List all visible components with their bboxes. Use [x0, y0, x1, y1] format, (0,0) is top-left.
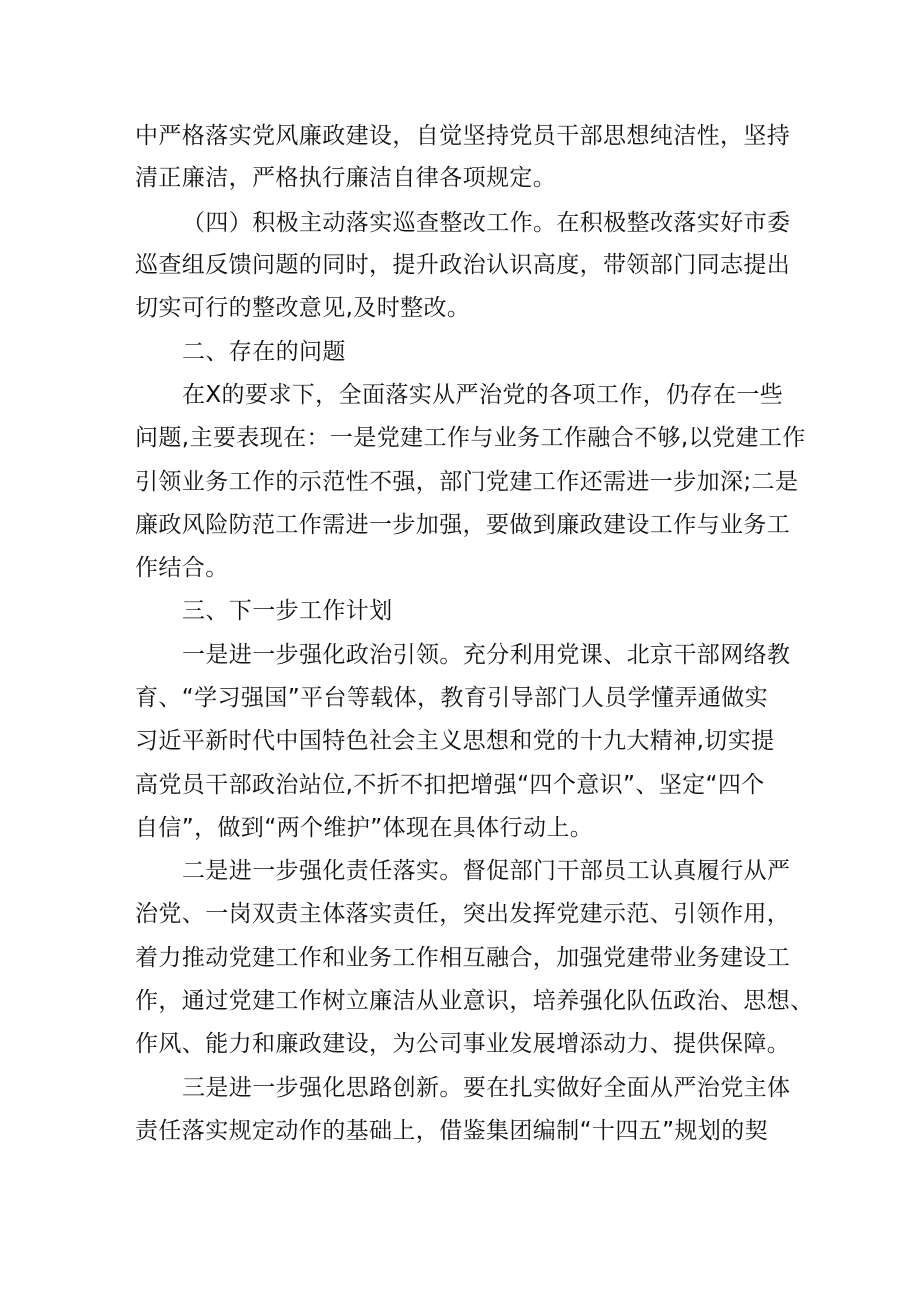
- text-line: 中严格落实党风廉政建设，自觉坚持党员干部思想纯洁性，坚持: [135, 123, 791, 149]
- text-line: 治党、一岗双责主体落实责任，突出发挥党建示范、引领作用，: [135, 901, 791, 927]
- text-line: 高党员干部政治站位,不折不扣把增强“四个意识”、坚定“四个: [135, 772, 765, 798]
- section-heading: 三、下一步工作计划: [182, 598, 393, 624]
- text-line: 作，通过党建工作树立廉洁从业意识，培养强化队伍政治、思想、: [135, 988, 814, 1014]
- text-line: 习近平新时代中国特色社会主义思想和党的十九大精神,切实提: [135, 728, 775, 754]
- text-line: 廉政风险防范工作需进一步加强，要做到廉政建设工作与业务工: [135, 512, 791, 538]
- text-line: 问题,主要表现在：一是党建工作与业务工作融合不够,以党建工作: [135, 425, 806, 451]
- text-line: 清正廉洁，严格执行廉洁自律各项规定。: [135, 165, 557, 191]
- text-line: 育、“学习强国”平台等载体，教育引导部门人员学懂弄通做实: [135, 685, 769, 711]
- section-heading: 二、存在的问题: [182, 339, 346, 365]
- text-line: 自信”，做到“两个维护”体现在具体行动上。: [135, 815, 594, 841]
- text-line: （四）积极主动落实巡查整改工作。在积极整改落实好市委: [182, 210, 791, 236]
- text-line: 巡查组反馈问题的同时，提升政治认识高度，带领部门同志提出: [135, 252, 791, 278]
- text-line: 三是进一步强化思路创新。要在扎实做好全面从严治党主体: [182, 1075, 791, 1101]
- text-line: 引领业务工作的示范性不强，部门党建工作还需进一步加深;二是: [135, 469, 799, 495]
- text-line: 着力推动党建工作和业务工作相互融合，加强党建带业务建设工: [135, 945, 791, 971]
- text-line: 责任落实规定动作的基础上，借鉴集团编制“十四五”规划的契: [135, 1118, 769, 1144]
- text-line: 二是进一步强化责任落实。督促部门干部员工认真履行从严: [182, 858, 791, 884]
- text-line: 作风、能力和廉政建设，为公司事业发展增添动力、提供保障。: [135, 1031, 791, 1057]
- text-line: 作结合。: [135, 555, 229, 581]
- text-line: 在X的要求下，全面落实从严治党的各项工作，仍存在一些: [182, 382, 784, 408]
- text-line: 切实可行的整改意见,及时整改。: [135, 295, 471, 321]
- text-line: 一是进一步强化政治引领。充分利用党课、北京干部网络教: [182, 642, 791, 668]
